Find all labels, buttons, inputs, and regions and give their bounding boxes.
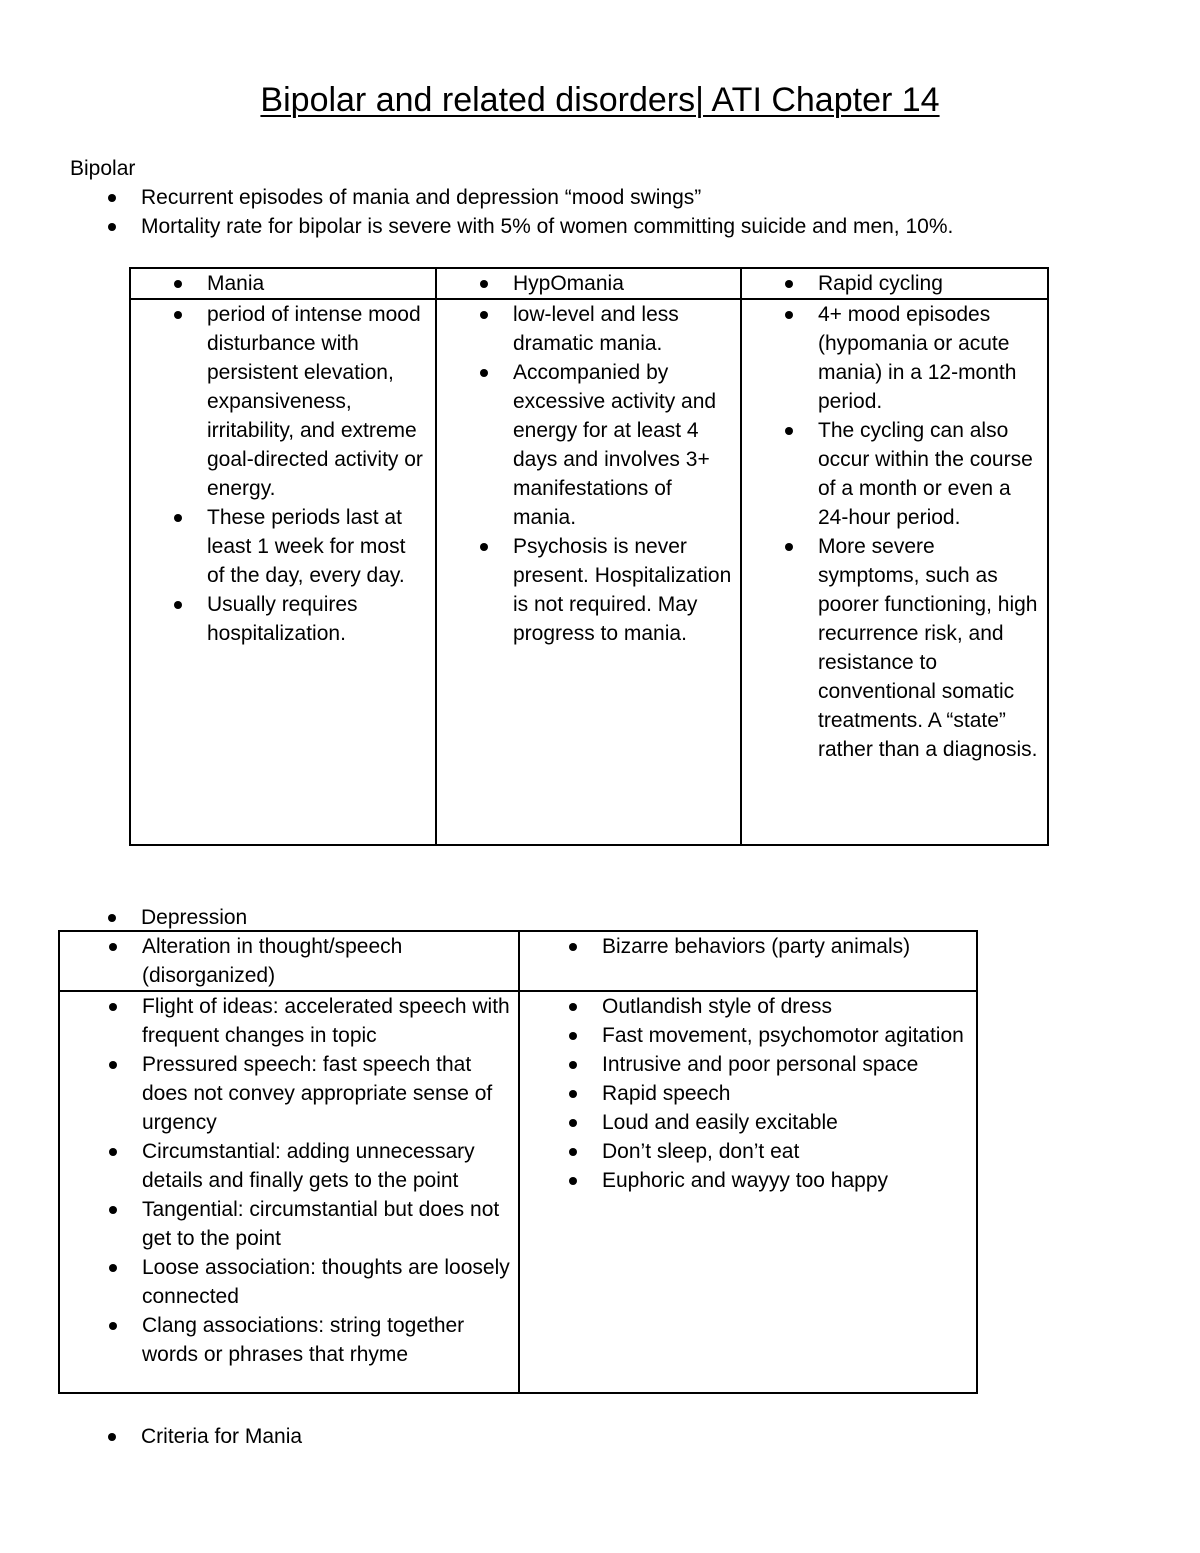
list-item: 4+ mood episodes (hypomania or acute mania) in a 12-month period. [782, 300, 1039, 416]
list-item: Loud and easily excitable [566, 1108, 968, 1137]
cell-bizarre-behaviors [519, 991, 977, 1393]
list-item: period of intense mood disturbance with persistent elevation, expansiveness, irritability, and extreme goal-directed activity or energy. [171, 300, 427, 503]
bipolar-points-list [105, 183, 1165, 241]
list-item: Don’t sleep, don’t eat [566, 1137, 968, 1166]
header-cell-bizarre-behaviors [519, 931, 977, 991]
list-item: Outlandish style of dress [566, 992, 968, 1021]
column-header: Mania [171, 269, 427, 298]
header-cell-hypomania [436, 268, 741, 299]
bipolar-types-table [129, 267, 1049, 846]
list-item: More severe symptoms, such as poorer functioning, high recurrence risk, and resistance to conventional somatic treatments. A “state” rather than a diagnosis. [782, 532, 1039, 764]
cell-mania [130, 299, 436, 845]
table-row [130, 299, 1048, 845]
cell-hypomania [436, 299, 741, 845]
depression-heading-list [105, 903, 605, 932]
header-cell-rapid-cycling [741, 268, 1048, 299]
section-label-bipolar: Bipolar [70, 157, 136, 180]
header-cell-mania [130, 268, 436, 299]
list-item: Tangential: circumstantial but does not get to the point [106, 1195, 510, 1253]
list-item: These periods last at least 1 week for most of the day, every day. [171, 503, 427, 590]
list-item: Usually requires hospitalization. [171, 590, 427, 648]
bullet-item: Mortality rate for bipolar is severe with 5% of women committing suicide and men, 10%. [105, 212, 1165, 241]
column-header: Bizarre behaviors (party animals) [566, 932, 968, 961]
list-item: The cycling can also occur within the course of a month or even a 24-hour period. [782, 416, 1039, 532]
list-item: Clang associations: string together words or phrases that rhyme [106, 1311, 510, 1369]
document-title: Bipolar and related disorders| ATI Chapter 14 [260, 81, 940, 119]
list-item: Fast movement, psychomotor agitation [566, 1021, 968, 1050]
section-label-depression: Depression [105, 903, 605, 932]
list-item: Intrusive and poor personal space [566, 1050, 968, 1079]
cell-thought-speech [59, 991, 519, 1393]
list-item: Rapid speech [566, 1079, 968, 1108]
bullet-item: Recurrent episodes of mania and depression “mood swings” [105, 183, 1165, 212]
list-item: low-level and less dramatic mania. [477, 300, 732, 358]
list-item: Euphoric and wayyy too happy [566, 1166, 968, 1195]
section-label-criteria: Criteria for Mania [105, 1422, 605, 1451]
table-header-row [130, 268, 1048, 299]
column-header: Rapid cycling [782, 269, 1039, 298]
list-item: Circumstantial: adding unnecessary details and finally gets to the point [106, 1137, 510, 1195]
list-item: Accompanied by excessive activity and energy for at least 4 days and involves 3+ manifestations of mania. [477, 358, 732, 532]
list-item: Flight of ideas: accelerated speech with frequent changes in topic [106, 992, 510, 1050]
criteria-heading-list [105, 1422, 605, 1451]
list-item: Pressured speech: fast speech that does not convey appropriate sense of urgency [106, 1050, 510, 1137]
cell-rapid-cycling [741, 299, 1048, 845]
list-item: Loose association: thoughts are loosely connected [106, 1253, 510, 1311]
column-header: Alteration in thought/speech (disorganized) [106, 932, 510, 990]
behaviors-table [58, 930, 978, 1394]
header-cell-thought-speech [59, 931, 519, 991]
list-item: Psychosis is never present. Hospitalization is not required. May progress to mania. [477, 532, 732, 648]
column-header: HypOmania [477, 269, 732, 298]
table-header-row [59, 931, 977, 991]
table-row [59, 991, 977, 1393]
